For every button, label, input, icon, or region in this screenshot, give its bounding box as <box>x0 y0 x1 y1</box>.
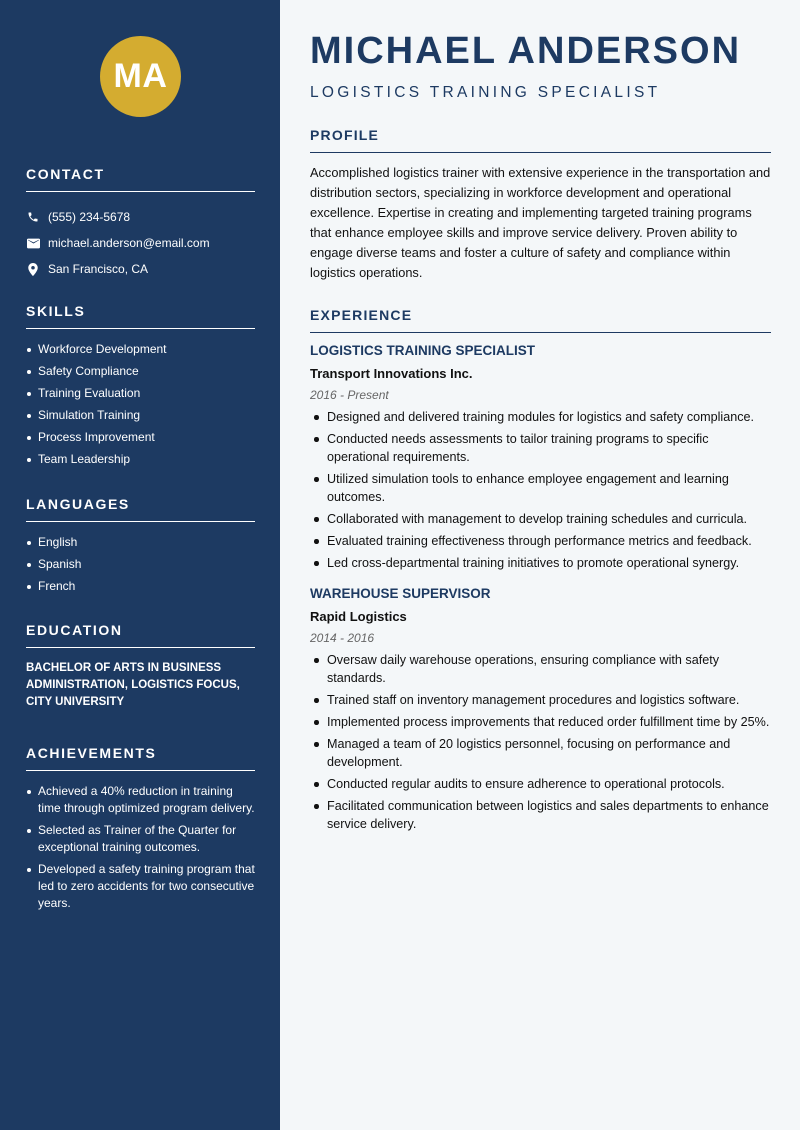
contact-phone <box>26 204 255 230</box>
avatar: MA <box>100 36 181 117</box>
job-bullet: Implemented process improvements that reduced order fulfillment time by 25%. <box>310 713 771 731</box>
contact-location <box>26 256 255 282</box>
skills-heading: SKILLS <box>26 303 255 329</box>
achievement-item: Developed a safety training program that led to zero accidents for two consecutive years. <box>26 861 255 912</box>
phone-text: (555) 234-5678 <box>48 210 131 224</box>
job-bullet: Collaborated with management to develop training schedules and curricula. <box>310 510 771 528</box>
skill-item: Safety Compliance <box>26 363 255 380</box>
job-bullet: Oversaw daily warehouse operations, ensuring compliance with safety standards. <box>310 651 771 687</box>
job-title: WAREHOUSE SUPERVISOR <box>310 586 491 601</box>
job-dates: 2014 - 2016 <box>310 631 375 645</box>
job-bullet: Trained staff on inventory management procedures and logistics software. <box>310 691 771 709</box>
job-company: Rapid Logistics <box>310 609 407 624</box>
languages-heading: LANGUAGES <box>26 496 255 522</box>
location-text: San Francisco, CA <box>48 262 149 276</box>
language-item: French <box>26 578 255 595</box>
contact-email <box>26 230 255 256</box>
job-entry <box>310 343 771 572</box>
job-company: Transport Innovations Inc. <box>310 366 473 381</box>
profile-heading: PROFILE <box>310 127 771 153</box>
job-bullet: Evaluated training effectiveness through performance metrics and feedback. <box>310 532 771 550</box>
languages-section <box>26 496 255 600</box>
skill-item: Simulation Training <box>26 407 255 424</box>
job-title: LOGISTICS TRAINING SPECIALIST <box>310 343 536 358</box>
skills-list <box>26 341 255 468</box>
job-bullets <box>310 408 771 572</box>
achievement-item: Selected as Trainer of the Quarter for exceptional training outcomes. <box>26 822 255 856</box>
candidate-name: MICHAEL ANDERSON <box>310 30 742 72</box>
job-bullet: Conducted needs assessments to tailor training programs to specific operational requirements. <box>310 430 771 466</box>
job-dates: 2016 - Present <box>310 388 389 402</box>
phone-icon <box>26 210 40 224</box>
experience-heading: EXPERIENCE <box>310 307 771 333</box>
education-degree: BACHELOR OF ARTS IN BUSINESS ADMINISTRATION, LOGISTICS FOCUS, CITY UNIVERSITY <box>26 662 240 708</box>
education-section <box>26 622 255 711</box>
language-item: English <box>26 534 255 551</box>
job-entry <box>310 586 771 833</box>
job-bullet: Managed a team of 20 logistics personnel, focusing on performance and development. <box>310 735 771 771</box>
sidebar <box>0 0 280 1130</box>
candidate-title: LOGISTICS TRAINING SPECIALIST <box>310 84 661 101</box>
job-bullets <box>310 651 771 833</box>
skill-item: Workforce Development <box>26 341 255 358</box>
job-bullet: Conducted regular audits to ensure adherence to operational protocols. <box>310 775 771 793</box>
contact-section <box>26 166 255 282</box>
achievement-item: Achieved a 40% reduction in training time through optimized program delivery. <box>26 783 255 817</box>
achievements-heading: ACHIEVEMENTS <box>26 745 255 771</box>
email-icon <box>26 236 40 250</box>
languages-list <box>26 534 255 595</box>
skill-item: Process Improvement <box>26 429 255 446</box>
email-text: michael.anderson@email.com <box>48 236 210 250</box>
job-bullet: Utilized simulation tools to enhance employee engagement and learning outcomes. <box>310 470 771 506</box>
achievements-section <box>26 745 255 917</box>
profile-section <box>310 127 771 283</box>
achievements-list <box>26 783 255 912</box>
job-bullet: Facilitated communication between logistics and sales departments to enhance service delivery. <box>310 797 771 833</box>
skills-section <box>26 303 255 473</box>
job-bullet: Designed and delivered training modules for logistics and safety compliance. <box>310 408 771 426</box>
education-heading: EDUCATION <box>26 622 255 648</box>
profile-text: Accomplished logistics trainer with extensive experience in the transportation and distribution sectors, specializing in workforce development and operational excellence. Expertise in creating and implementing targeted training programs that enhance employee skills and improve service delivery. Proven ability to engage diverse teams and foster a culture of safety and compliance within logistics operations. <box>310 165 771 280</box>
skill-item: Training Evaluation <box>26 385 255 402</box>
language-item: Spanish <box>26 556 255 573</box>
location-pin-icon <box>26 262 40 276</box>
job-bullet: Led cross-departmental training initiatives to promote operational synergy. <box>310 554 771 572</box>
contact-heading: CONTACT <box>26 166 255 192</box>
skill-item: Team Leadership <box>26 451 255 468</box>
experience-section <box>310 307 771 837</box>
